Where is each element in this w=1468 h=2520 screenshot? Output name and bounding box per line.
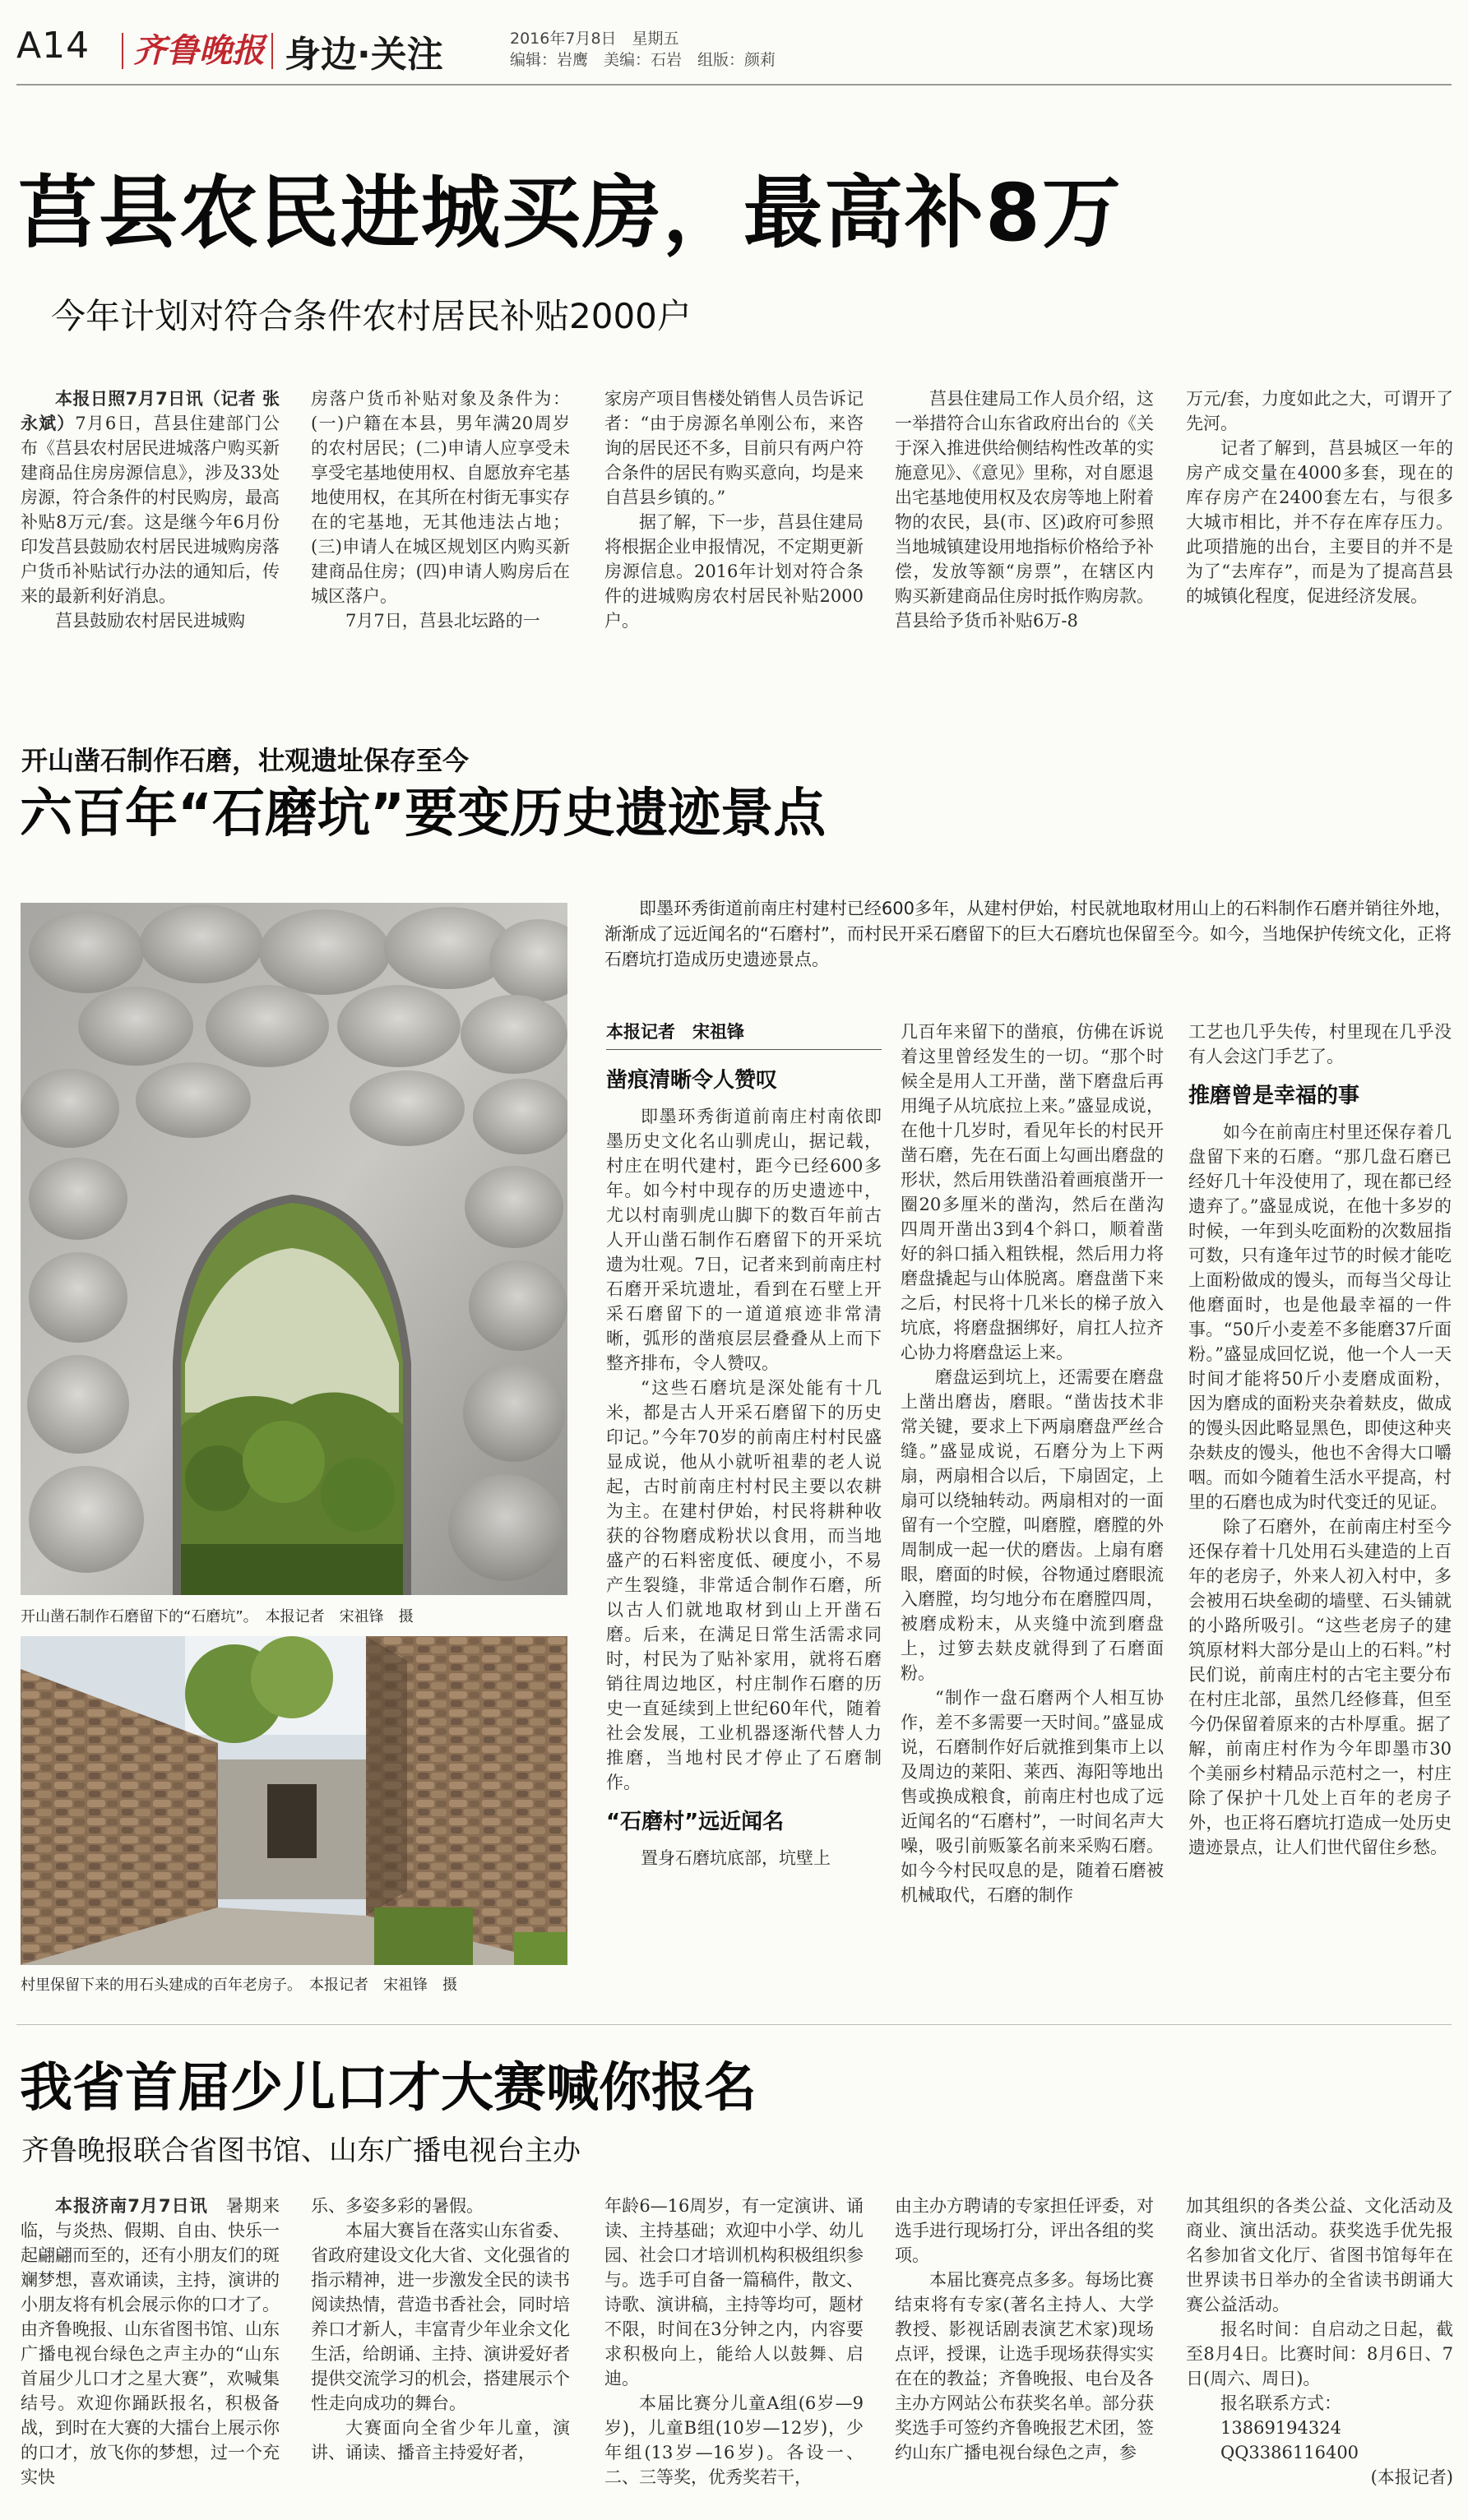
article3-col2c-text: 大赛面向全省少年儿童，演讲、诵读、播音主持爱好者， [311, 2418, 570, 2462]
article1-col3-text: 家房产项目售楼处销售人员告诉记者：“由于房源名单刚公布，来咨询的居民还不多，目前只有两户符合条件的居民有购买意向，均是来自莒县乡镇的。” [604, 389, 864, 507]
article3-col4b-text: 本届比赛亮点多多。每场比赛结束将有专家(著名主持人、大学教授、影视话剧表演艺术家)现场点评，授课，让选手现场获得实实在在的教益；齐鲁晚报、电台及各主办方网站公布获奖名单。部分获奖选手可签约齐鲁晚报艺术团，签约山东广播电视台绿色之声，参 [895, 2270, 1154, 2462]
article1-col5-text: 万元/套，力度如此之大，可谓开了先河。 [1186, 389, 1453, 433]
article2-column-1 [606, 1020, 882, 1990]
article2-column-3 [1188, 1020, 1452, 1990]
article1-column-5 [1186, 386, 1453, 699]
article2-subhead-1: 凿痕清晰令人赞叹 [606, 1068, 778, 1093]
article2-colA2-text: “这些石磨坑是深处能有十几米，都是古人开采石磨留下的历史印记。”今年70岁的前南庄村村民盛显成说，他从小就听祖辈的老人说起，古时前南庄村村民主要以农耕为主。在建村伊始，村民将耕种收获的谷物磨成粉状以食用，而当地盛产的石料密度低、硬度小，不易产生裂缝，非常适合制作石磨，所以古人们就地取材到山上开凿石磨。后来，在满足日常生活需求同时，村民为了贴补家用，就将石磨销往周边地区，村庄制作石磨的历史一直延续到上世纪60年代，随着社会发展，工业机器逐渐代替人力推磨，当地村民才停止了石磨制作。 [606, 1378, 882, 1792]
article2-colC3-text: 除了石磨外，在前南庄村至今还保存着十几处用石头建造的上百年的老房子，外来人初入村中，多会被用石块垒砌的墙壁、石头铺就的小路所吸引。“这些老房子的建筑原材料大部分是山上的石料。”村民们说，前南庄村的古宅主要分布在村庄北部，虽然几经修葺，但至今仍保留着原来的古朴厚重。据了解，前南庄村作为今年即墨市30个美丽乡村精品示范村之一，村庄除了保护十几处上百年的老房子外，也正将石磨坑打造成一处历史遗迹景点，让人们世代留住乡愁。 [1188, 1517, 1452, 1857]
article1-col1-text: 7月6日，莒县住建部门公布《莒县农村居民进城落户购买新建商品住房房源信息》，涉及33处房源，符合条件的村民购房，最高补贴8万元/套。这是继今年6月份印发莒县鼓励农村居民进城购房落户货币补贴试行办法的通知后，传来的最新利好消息。 [21, 414, 280, 606]
quarry-pit-illustration [21, 903, 567, 1595]
article1-col5b-text: 记者了解到，莒县城区一年的房产成交量在4000多套，现在的库存房产在2400套左右，与很多大城市相比，并不存在库存压力。此项措施的出台，主要目的并不是为了“去库存”，而是为了提高莒县的城镇化程度，促进经济发展。 [1186, 438, 1453, 606]
article2-colB-text: 几百年来留下的凿痕，仿佛在诉说着这里曾经发生的一切。“那个时候全是用人工开凿，凿下磨盘后再用绳子从坑底拉上来。”盛显成说，在他十几岁时，看见年长的村民开凿石磨，先在石面上勾画出磨盘的形状，然后用铁凿沿着画痕凿开一圈20多厘米的凿沟，然后在凿沟四周开凿出3到4个斜口，顺着凿好的斜口插入粗铁棍，然后用力将磨盘撬起与山体脱离。磨盘凿下来之后，村民将十几米长的梯子放入坑底，将磨盘捆绑好，肩扛人拉齐心协力将磨盘运上来。 [901, 1022, 1164, 1362]
article2-intro: 即墨环秀街道前南庄村建村已经600多年，从建村伊始，村民就地取材用山上的石料制作石磨并销往外地，渐渐成了远近闻名的“石磨村”，而村民开采石磨留下的巨大石磨坑也保留至今。如今，当地保护传统文化，正将石磨坑打造成历史遗迹景点。 [604, 899, 1452, 969]
stone-houses-illustration [21, 1636, 567, 1965]
article3-qq: QQ3386116400 [1220, 2443, 1359, 2462]
stone-houses-photo [21, 1636, 567, 1965]
date-text: 2016年7月8日 [510, 30, 617, 48]
article3-col5c-text: 报名联系方式： [1220, 2393, 1341, 2413]
section-name: 身边·关注 [285, 34, 443, 76]
article1-col3b-text: 据了解，下一步，莒县住建局将根据企业申报情况，不定期更新房源信息。2016年计划对符合条件的进城购房农村居民补贴2000户。 [604, 512, 864, 631]
article1-column-2 [311, 386, 570, 699]
quarry-pit-caption: 开山凿石制作石磨留下的“石磨坑”。 本报记者 宋祖锋 摄 [21, 1608, 414, 1625]
article3-column-2 [311, 2194, 570, 2514]
article1-col2b-text: 7月7日，莒县北坛路的一 [345, 611, 540, 631]
article3-col3-text: 年龄6—16周岁，有一定演讲、诵读、主持基础；欢迎中小学、幼儿园、社会口才培训机构积极组织参与。选手可自备一篇稿件，散文、诗歌、演讲稿，主持等均可，题材不限，时间在3分钟之内，内容要求积极向上，能给人以鼓舞、启迪。 [604, 2196, 864, 2388]
article3-column-1 [21, 2194, 280, 2514]
article3-col4-text: 由主办方聘请的专家担任评委，对选手进行现场打分，评出各组的奖项。 [895, 2196, 1154, 2265]
weekday-text: 星期五 [632, 30, 679, 48]
article2-colA-text: 即墨环秀街道前南庄村南依即墨历史文化名山驯虎山，据记载，村庄在明代建村，距今已经600多年。如今村中现存的历史遗迹中，尤以村南驯虎山脚下的数百年前古人开山凿石制作石磨留下的开采坑遗为壮观。7日，记者来到前南庄村石磨开采坑遗址，看到在石壁上开采石磨留下的一道道痕迹非常清晰，弧形的凿痕层层叠叠从上而下整齐排布，令人赞叹。 [606, 1107, 882, 1373]
editor-credits: 编辑：岩鹰 美编：石岩 组版：颜莉 [510, 51, 776, 69]
masthead-rule [16, 84, 1452, 86]
article3-signature: (本报记者) [1370, 2467, 1453, 2487]
article3-col2b-text: 本届大赛旨在落实山东省委、省政府建设文化大省、文化强省的指示精神，进一步激发全民的读书阅读热情，营造书香社会，同时培养口才新人，丰富青少年业余文化生活，给朗诵、主持、演讲爱好者提供交流学习的机会，搭建展示个性走向成功的舞台。 [311, 2221, 570, 2413]
article1-col4-text: 莒县住建局工作人员介绍，这一举措符合山东省政府出台的《关于深入推进供给侧结构性改革的实施意见》、《意见》里称，对自愿退出宅基地使用权及农房等地上附着物的农民，县(市、区)政府可参照当地城镇建设用地指标价格给予补偿，发放等额“房票”，在辖区内购买新建商品住房时抵作购房款。莒县给予货币补贴6万-8 [895, 389, 1154, 631]
article1-col1b-text: 莒县鼓励农村居民进城购 [55, 611, 245, 631]
article3-subhead: 齐鲁晚报联合省图书馆、山东广播电视台主办 [21, 2134, 581, 2167]
article2-byline: 本报记者 宋祖锋 [606, 1020, 882, 1050]
article3-column-5 [1186, 2194, 1453, 2514]
article3-col5b-text: 报名时间：自启动之日起，截至8月4日。比赛时间：8月6日、7日(周六、周日)。 [1186, 2319, 1453, 2388]
masthead-divider-2 [271, 33, 273, 69]
article1-subhead: 今年计划对符合条件农村居民补贴2000户 [51, 296, 692, 336]
article3-top-rule [16, 2024, 1452, 2025]
article2-colB2-text: 磨盘运到坑上，还需要在磨盘上凿出磨齿，磨眼。“凿齿技术非常关键，要求上下两扇磨盘严丝合缝。”盛显成说，石磨分为上下两扇，两扇相合以后，下扇固定，上扇可以绕轴转动。两扇相对的一面留有一个空膛，叫磨膛，磨膛的外周制成一起一伏的磨齿。上扇有磨眼，磨面的时候，谷物通过磨眼流入磨膛，均匀地分布在磨膛四周，被磨成粉末，从夹缝中流到磨盘上，过箩去麸皮就得到了石磨面粉。 [901, 1367, 1164, 1683]
article2-subhead-2: “石磨村”远近闻名 [606, 1810, 785, 1834]
article3-col3b-text: 本届比赛分儿童A组(6岁—9岁)，儿童B组(10岁—12岁)，少年组(13岁—16岁)。各设一、二、三等奖，优秀奖若干， [604, 2393, 864, 2487]
article3-col2-text: 乐、多姿多彩的暑假。 [311, 2196, 484, 2216]
stone-houses-caption: 村里保留下来的用石头建成的百年老房子。 本报记者 宋祖锋 摄 [21, 1977, 457, 1994]
newspaper-logo: 齐鲁晚报 [133, 31, 265, 70]
article1-column-3 [604, 386, 864, 699]
article2-column-2 [901, 1020, 1164, 1990]
article2-colB3-text: “制作一盘石磨两个人相互协作，差不多需要一天时间。”盛显成说，石磨制作好后就推到集市上以及周边的莱阳、莱西、海阳等地出售或换成粮食，前南庄村也成了远近闻名的“石磨村”，一时间名声大噪，吸引前贩篆名前来采购石磨。如今今村民叹息的是，随着石磨被机械取代，石磨的制作 [901, 1688, 1164, 1905]
article3-headline: 我省首届少儿口才大赛喊你报名 [20, 2058, 757, 2119]
article3-column-4 [895, 2194, 1154, 2514]
article1-column-1 [21, 386, 280, 699]
quarry-pit-photo [21, 903, 567, 1595]
article1-headline: 莒县农民进城买房，最高补8万 [18, 167, 1123, 259]
article2-colC-text: 工艺也几乎失传，村里现在几乎没有人会这门手艺了。 [1188, 1022, 1452, 1066]
masthead-divider [122, 33, 123, 69]
article1-lead: 本报日照7月7日讯（记者 张永斌） [21, 389, 280, 433]
article3-col5-text: 加其组织的各类公益、文化活动及商业、演出活动。获奖选手优先报名参加省文化厅、省图书馆每年在世界读书日举办的全省读书朗诵大赛公益活动。 [1186, 2196, 1453, 2314]
article3-phone: 13869194324 [1220, 2418, 1341, 2438]
article3-col1-text: 暑期来临，与炎热、假期、自由、快乐一起翩翩而至的，还有小朋友们的斑斓梦想，喜欢诵读，主持，演讲的小朋友将有机会展示你的口才了。由齐鲁晚报、山东省图书馆、山东广播电视台绿色之声主办的“山东首届少儿口才之星大赛”，欢喊集结号。欢迎你踊跃报名，积极备战，到时在大赛的大擂台上展示你的口才，放飞你的梦想，过一个充实快 [21, 2196, 280, 2487]
article1-col2-text: 房落户货币补贴对象及条件为：(一)户籍在本县，男年满20周岁的农村居民；(二)申请人应享受未享受宅基地使用权、自愿放弃宅基地使用权，在其所在村街无事实存在的宅基地，无其他违法占地；(三)申请人在城区规划区内购买新建商品住房；(四)申请人购房后在城区落户。 [311, 389, 570, 606]
article2-headline: 六百年“石磨坑”要变历史遗迹景点 [20, 784, 827, 844]
issue-date [510, 26, 679, 49]
article3-column-3 [604, 2194, 864, 2514]
article2-colC2-text: 如今在前南庄村里还保存着几盘留下来的石磨。“那几盘石磨已经好几十年没使用了，现在都已经遗弃了。”盛显成说，在他十多岁的时候，一年到头吃面粉的次数屈指可数，只有逢年过节的时候才能吃上面粉做成的馒头，而每当父母让他磨面时，也是他最幸福的一件事。“50斤小麦差不多能磨37斤面粉。”盛显成回忆说，他一个人一天时间才能将50斤小麦磨成面粉，因为磨成的面粉夹杂着麸皮，做成的馒头因此略显黑色，即使这种夹杂麸皮的馒头，他也不舍得大口嚼咽。而如今随着生活水平提高，村里的石磨也成为时代变迁的见证。 [1188, 1122, 1452, 1512]
article2-kicker: 开山凿石制作石磨，壮观遗址保存至今 [21, 745, 470, 776]
article3-lead: 本报济南7月7日讯 [55, 2196, 208, 2216]
article2-subhead-3: 推磨曾是幸福的事 [1188, 1084, 1360, 1108]
page-number: A14 [16, 25, 90, 67]
article2-colA3-text: 置身石磨坑底部，坑壁上 [641, 1848, 831, 1868]
article1-column-4 [895, 386, 1154, 699]
